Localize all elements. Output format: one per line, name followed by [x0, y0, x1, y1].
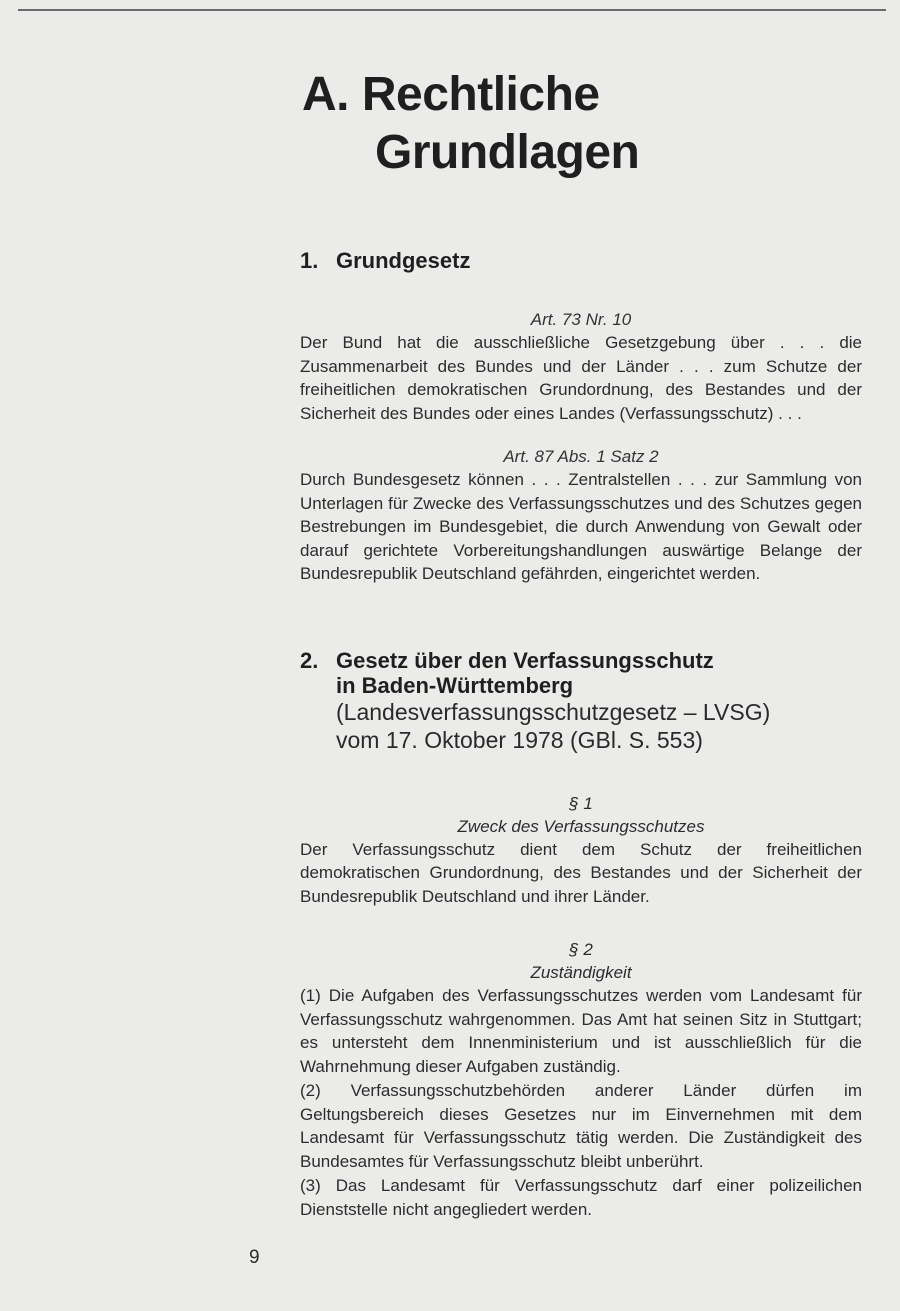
chapter-title	[300, 66, 862, 182]
paragraph-text: (2) Verfassungsschutzbehörden anderer Länder dürfen im Geltungsbereich dieses Gesetzes nur im Einvernehmen mit dem Landesamt für Verfassungsschutz tätig werden. Die Zuständigkeit des Bundesamtes für Verfassungsschutz bleibt unberührt.	[300, 1081, 862, 1171]
paragraph-heading: Zuständigkeit	[530, 963, 632, 982]
page-number: 9	[249, 1247, 260, 1268]
paragraph-text: (1) Die Aufgaben des Verfassungsschutzes werden vom Landesamt für Verfassungsschutz wahrgenommen. Das Amt hat seinen Sitz in Stuttgart; es untersteht dem Innenministerium und ist ausschließlich für die Wahrnehmung dieser Aufgaben zuständig.	[300, 986, 862, 1076]
article-reference: Art. 73 Nr. 10	[530, 310, 632, 329]
section-number: 1.	[300, 248, 319, 273]
article-block	[300, 308, 862, 425]
law-subtitle-line-2: vom 17. Oktober 1978 (GBl. S. 553)	[336, 726, 703, 753]
paragraph-text: (3) Das Landesamt für Verfassungsschutz darf einer polizeilichen Dienststelle nicht angegliedert werden.	[300, 1176, 862, 1219]
page-content	[300, 66, 862, 1221]
article-text: Der Bund hat die ausschließliche Gesetzgebung über . . . die Zusammenarbeit des Bundes und der Länder . . . zum Schutze der freiheitlichen demokratischen Grundordnung, des Bestandes und der Sicherheit des Bundes oder eines Landes (Verfassungsschutz) . . .	[300, 333, 862, 423]
chapter-title-line-1: A. Rechtliche	[302, 68, 600, 121]
section-title: Grundgesetz	[336, 248, 471, 273]
law-subtitle-line-1: (Landesverfassungsschutzgesetz – LVSG)	[336, 698, 771, 725]
paragraph-1	[300, 792, 862, 909]
chapter-title-line-2: Grundlagen	[375, 126, 640, 179]
section-title-line-2: in Baden-Württemberg	[336, 672, 574, 698]
section-title-line-1: Gesetz über den Verfassungsschutz	[336, 647, 714, 673]
paragraph-2	[300, 938, 862, 1221]
article-reference: Art. 87 Abs. 1 Satz 2	[503, 447, 659, 466]
article-text: Durch Bundesgesetz können . . . Zentralstellen . . . zur Sammlung von Unterlagen für Zwecke des Verfassungsschutzes und des Schutzes gegen Bestrebungen im Bundesgebiet, die durch Anwendung von Gewalt oder darauf gerichtete Vorbereitungshandlungen auswärtige Belange der Bundesrepublik Deutschland gefährden, eingerichtet werden.	[300, 470, 862, 583]
section-1-heading	[300, 248, 862, 274]
paragraph-heading: Zweck des Verfassungsschutzes	[457, 816, 705, 836]
paragraph-text: Der Verfassungsschutz dient dem Schutz der freiheitlichen demokratischen Grundordnung, des Bestandes und der Sicherheit der Bundesrepublik Deutschland und ihrer Länder.	[300, 839, 862, 906]
paragraph-symbol: § 1	[569, 793, 593, 813]
section-number: 2.	[300, 647, 319, 673]
section-2-heading	[300, 648, 862, 754]
top-rule	[18, 9, 886, 11]
paragraph-symbol: § 2	[569, 940, 593, 959]
article-block	[300, 445, 862, 586]
